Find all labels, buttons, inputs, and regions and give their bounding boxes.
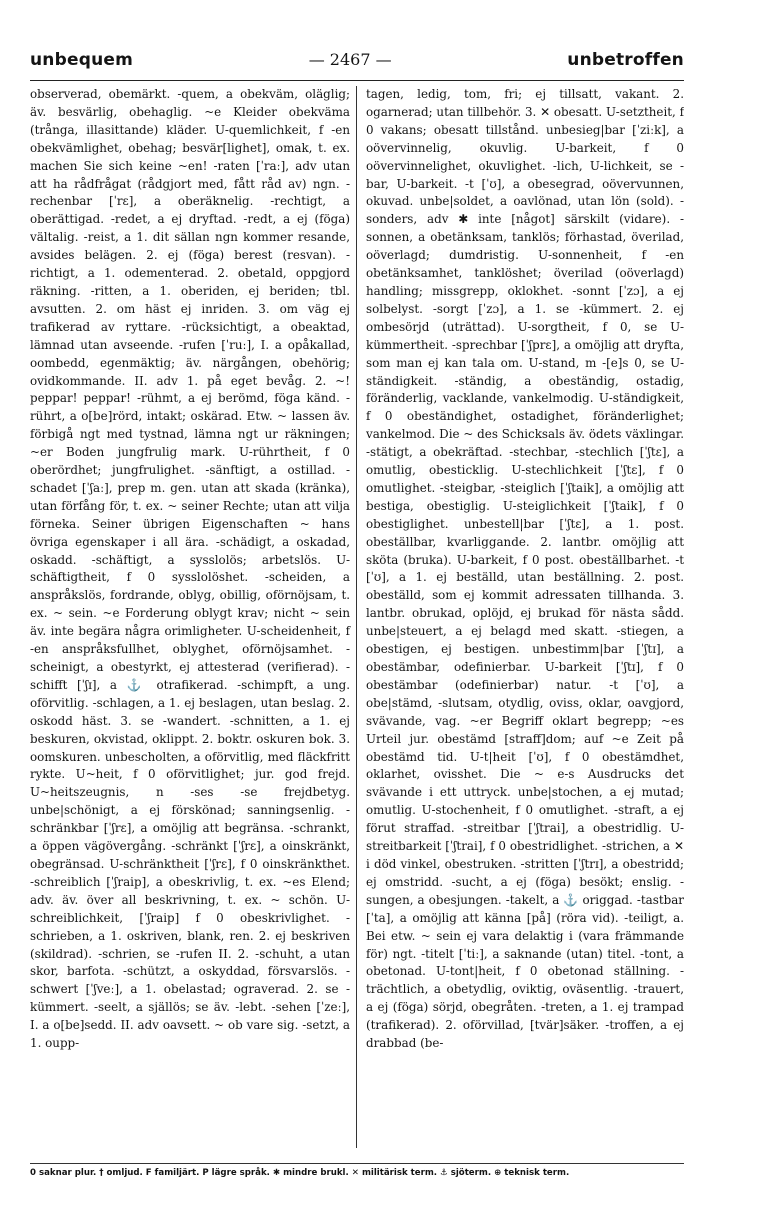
- abbreviation-legend: 0 saknar plur. † omljud. F familjärt. P lägre språk. ✱ mindre brukl. ✕ militärisk term. ⚓ sjöterm. ⊕ teknisk term.: [30, 1163, 684, 1178]
- right-column-text: tagen, ledig, tom, fri; ej tillsatt, vakant. 2. ogarnerad; utan tillbehör. 3. ✕ obesatt. U-setztheit, f 0 vakans; obesatt tillstånd. unbesieg|bar [ˈziːk], a oövervinnelig, okuvlig. U-barkeit, f 0 oövervinnelighet, okuvlighet. -lich, U-lichkeit, se -bar, U-barkeit. -t [ˈʊ], a obesegrad, oövervunnen, okuvad. unbe|soldet, a oavlönad, utan lön (sold). -sonders, adv ✱ inte [något] särskilt (vidare). -sonnen, a obetänksam, tanklös; förhastad, överilad, oöverlagd; dumdristig. U-sonnenheit, f -en obetänksamhet, tanklöshet; överilad (oöverlagd) handling; missgrepp, oklokhet. -sonnt [ˈzɔ], a ej solbelyst. -sorgt [ˈzɔ], a 1. se -kümmert. 2. ej ombesörjd (uträttad). U-sorgtheit, f 0, se U-kümmertheit. -sprechbar [ˈʃprɛ], a omöjlig att dryfta, som man ej kan tala om. U-stand, m -[e]s 0, se U-ständigkeit. -ständig, a obeständig, ostadig, föränderlig, vacklande, vankelmodig. U-ständigkeit, f 0 obeständighet, ostadighet, föränderlighet; vankelmod. Die ~ des Schicksals äv. ödets växlingar. -stätigt, a obekräftad. -stechbar, -stechlich [ˈʃtɛ], a omutlig, obesticklig. U-stechlichkeit [ˈʃtɛ], f 0 omutlighet. -steigbar, -steiglich [ˈʃtaik], a omöjlig att bestiga, obestiglig. U-steiglichkeit [ˈʃtaik], f 0 obestiglighet. unbestell|bar [ˈʃtɛ], a 1. post. obeställbar, kvarliggande. 2. lantbr. omöjlig att sköta (bruka). U-barkeit, f 0 post. obeställbarhet. -t [ˈʊ], a 1. ej beställd, utan beställning. 2. post. obeställd, som ej kommit adressaten tillhanda. 3. lantbr. obrukad, oplöjd, ej brukad för nästa sådd. unbe|steuert, a ej belagd med skatt. -stiegen, a obestigen, ej bestigen. unbestimm|bar [ˈʃtɪ], a obestämbar, odefinierbar. U-barkeit [ˈʃtɪ], f 0 obestämbar (odefinierbar) natur. -t [ˈʊ], a obe|stämd, -slutsam, otydlig, oviss, oklar, oavgjord, svävande, vag. ~er Begriff oklart begrepp; ~es Urteil jur. obestämd [straff]dom; auf ~e Zeit på obestämd tid. U-t|heit [ˈʊ], f 0 obestämdhet, oklarhet, ovisshet. Die ~ e-s Ausdrucks det svävande i ett uttryck. unbe|stochen, a ej mutad; omutlig. U-stochenheit, f 0 omutlighet. -straft, a ej förut straffad. -streitbar [ˈʃtrai], a obestridlig. U-streitbarkeit [ˈʃtrai], f 0 obestridlighet. -strichen, a ✕ i död vinkel, obestruken. -stritten [ˈʃtrɪ], a obestridd; ej omstridd. -sucht, a ej (föga) besökt; enslig. -sungen, a obesjungen. -takelt, a ⚓ origgad. -tastbar [ˈta], a omöjlig att känna [på] (röra vid). -teiligt, a. Bei etw. ~ sein ej vara delaktig i (vara främmande för) ngt. -titelt [ˈtiː], a saknande (utan) titel. -tont, a obetonad. U-tont|heit, f 0 obetonad ställning. -trächtlich, a obetydlig, oviktig, oväsentlig. -trauert, a ej (föga) sörjd, obegråten. -treten, a 1. ej trampad (trafikerad). 2. oförvillad, [tvär]säker. -troffen, a ej drabbad (be-: [366, 87, 684, 1051]
- entry-columns: [30, 86, 684, 1148]
- left-guide-word: unbequem: [30, 50, 134, 70]
- page-number: — 2467 —: [308, 50, 392, 69]
- page-header: [30, 50, 684, 70]
- right-column: [357, 86, 684, 1148]
- left-column-text: observerad, obemärkt. -quem, a obekväm, oläglig; äv. besvärlig, obehaglig. ~e Kleider obekväma (trånga, illasittande) kläder. U-quemlichkeit, f -en obekvämlighet, obehag; besvär[lighet], omak, t. ex. machen Sie sich keine ~en! -raten [ˈraː], adv utan att ha rådfrågat (rådgjort med, fått råd av) ngn. -rechenbar [ˈrɛ], a oberäknelig. -rechtigt, a oberättigad. -redet, a ej dryftad. -redt, a ej (föga) vältalig. -reist, a 1. dit sällan ngn kommer resande, avsides belägen. 2. ej (föga) berest (resvan). -richtigt, a 1. odementerad. 2. obetald, oppgjord räkning. -ritten, a 1. oberiden, ej beriden; tbl. avsutten. 2. om häst ej inriden. 3. om väg ej trafikerad av ryttare. -rücksichtigt, a obeaktad, lämnad utan avseende. -rufen [ˈruː], I. a opåkallad, oombedd, egenmäktig; äv. närgången, obehörig; ovidkommande. II. adv 1. på eget bevåg. 2. ~! peppar! peppar! -rühmt, a ej berömd, föga känd. -rührt, a o[be]rörd, intakt; oskärad. Etw. ~ lassen äv. förbigå ngt med tystnad, lämna ngt ur räkningen; ~er Boden jungfrulig mark. U-rührtheit, f 0 oberördhet; jungfrulighet. -sänftigt, a ostillad. -schadet [ˈʃaː], prep m. gen. utan att skada (kränka), utan förfång för, t. ex. ~ seiner Rechte; utan att vilja förneka. Seiner übrigen Eigenschaften ~ hans övriga egenskaper i all ära. -schädigt, a oskadad, oskadd. -schäftigt, a sysslolös; arbetslös. U-schäftigtheit, f 0 sysslolöshet. -scheiden, a anspråkslös, fordrande, oblyg, obillig, oförnöjsam, t. ex. ~ sein. ~e Forderung oblygt krav; nicht ~ sein äv. inte begära några orimligheter. U-scheidenheit, f -en anspråksfullhet, oblyghet, oförnöjsamhet. -scheinigt, a obestyrkt, ej attesterad (verifierad). -schifft [ˈʃɪ], a ⚓ otrafikerad. -schimpft, a ung. oförvitlig. -schlagen, a 1. ej beslagen, utan beslag. 2. oskodd häst. 3. se -wandert. -schnitten, a 1. ej beskuren, okvistad, oklippt. 2. boktr. oskuren bok. 3. oomskuren. unbescholten, a oförvitlig, med fläckfritt rykte. U~heit, f 0 oförvitlighet; jur. god frejd. U~heitszeugnis, n -ses -se frejdbetyg. unbe|schönigt, a ej förskönad; sanningsenlig. -schränkbar [ˈʃrɛ], a omöjlig att begränsa. -schrankt, a öppen vägövergång. -schränkt [ˈʃrɛ], a oinskränkt, obegränsad. U-schränktheit [ˈʃrɛ], f 0 oinskränkthet. -schreiblich [ˈʃraip], a obeskrivlig, t. ex. ~es Elend; adv. äv. över all beskrivning, t. ex. ~ schön. U-schreiblichkeit, [ˈʃraip] f 0 obeskrivlighet. -schrieben, a 1. oskriven, blank, ren. 2. ej beskriven (skildrad). -schrien, se -rufen II. 2. -schuht, a utan skor, barfota. -schützt, a oskyddad, försvarslös. -schwert [ˈʃveː], a 1. obelastad; ograverad. 2. se -kümmert. -seelt, a själlös; se äv. -lebt. -sehen [ˈzeː], I. a o[be]sedd. II. adv oavsett. ~ ob vare sig. -setzt, a 1. oupp-: [30, 87, 350, 1051]
- right-guide-word: unbetroffen: [567, 50, 684, 70]
- left-column: [30, 86, 357, 1148]
- header-rule: [30, 80, 684, 81]
